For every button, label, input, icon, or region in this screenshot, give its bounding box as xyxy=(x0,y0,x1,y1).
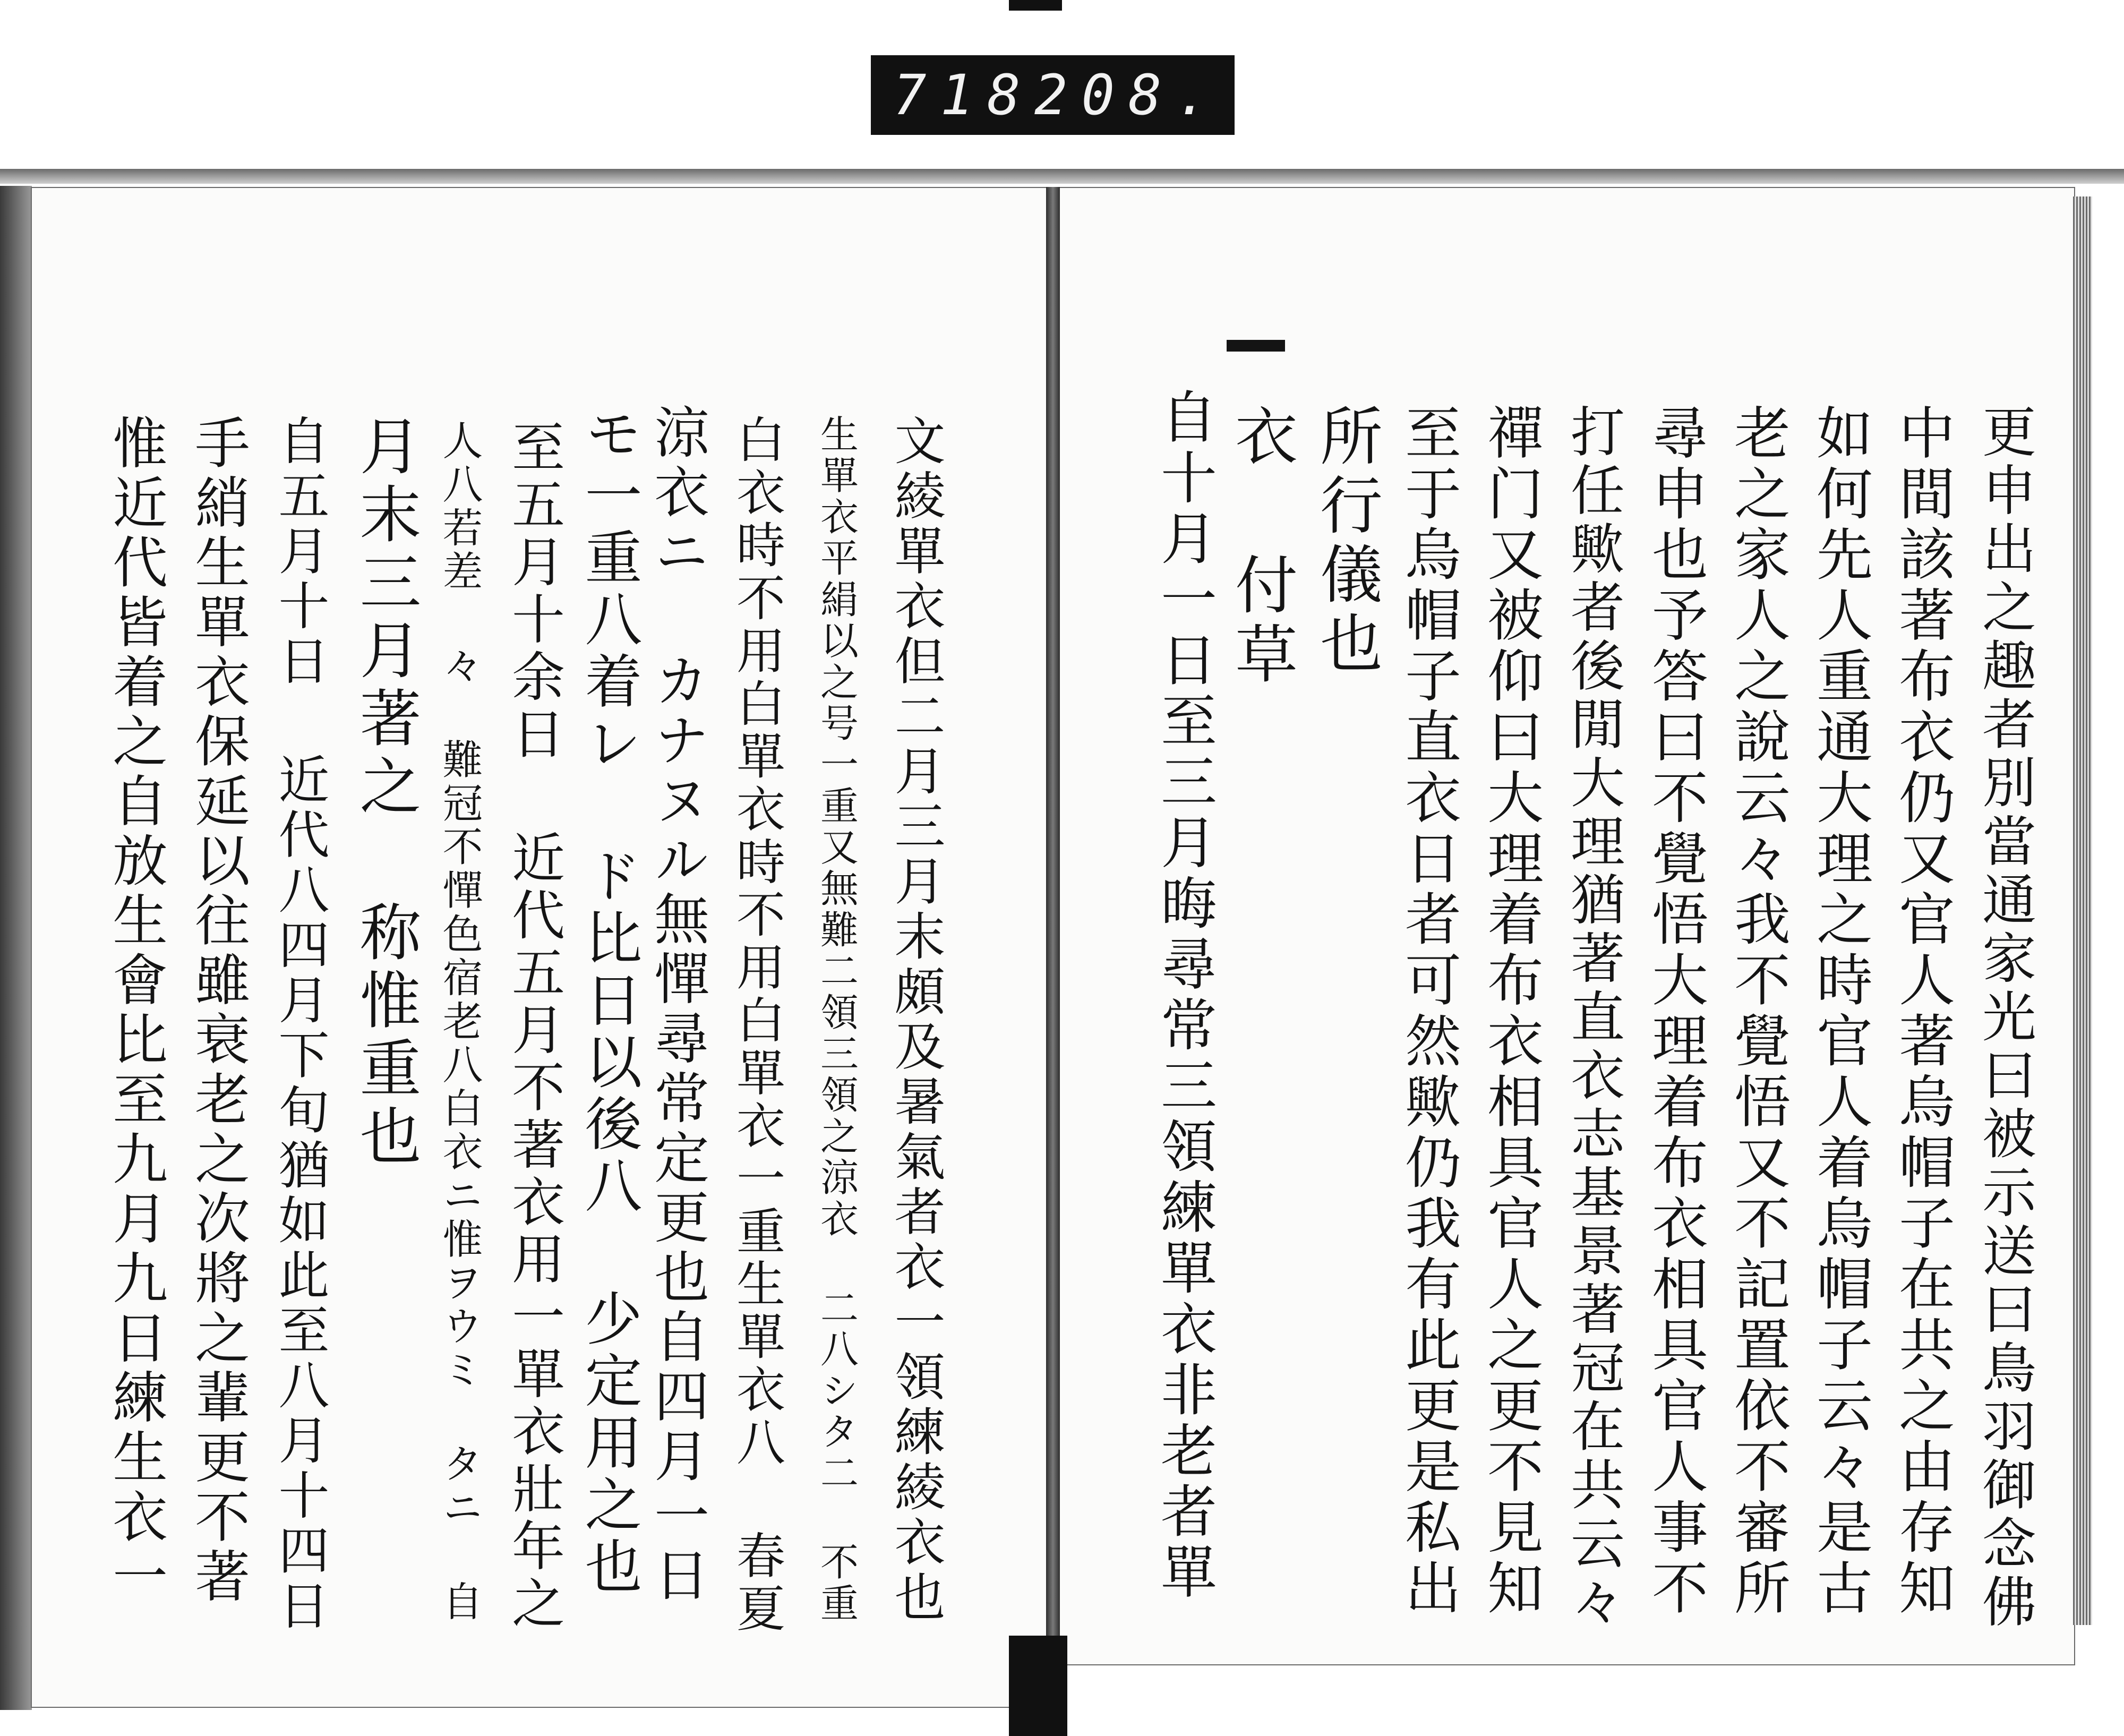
microfilm-frame-label xyxy=(871,55,1235,135)
film-top-tab xyxy=(1009,0,1062,11)
film-bottom-tab xyxy=(1009,1636,1067,1736)
left-column-3: 白衣時不用白單衣時不用白單衣一重生單衣八 春夏 xyxy=(729,414,785,1636)
left-column-1: 文綾單衣但二月三月末頗及暑氣者衣一領練綾衣也 xyxy=(886,414,946,1626)
right-column-5: 尋申也予答曰不覺悟大理着布衣相具官人事不 xyxy=(1643,404,1708,1620)
reel-number: 718 xyxy=(893,63,1034,127)
right-column-2: 中間該著布衣仍又官人著烏帽子在共之由存知 xyxy=(1890,404,1955,1620)
entry-text: 自十月一日至三月晦尋常三領練單衣非老者單 xyxy=(1152,388,1217,1604)
right-column-4: 老之家人之說云々我不覺悟又不記置依不審所 xyxy=(1725,404,1791,1620)
left-column-7: 人八若差 々 難冠不憚色宿老八白衣ニ惟ヲウミ タニ 自 xyxy=(436,420,483,1624)
right-column-1: 更申出之趣者別當通家光曰被示送曰鳥羽御念佛 xyxy=(1973,404,2036,1632)
left-column-8: 月末三月著之 称惟重也 xyxy=(349,414,421,1172)
book-gutter xyxy=(1046,187,1060,1706)
section-heading: 衣 付草 xyxy=(1224,404,1298,690)
book-top-edge xyxy=(0,169,2124,184)
left-column-11: 惟近代皆着之自放生會比至九月九日練生衣一 xyxy=(103,414,168,1607)
left-column-6: 至五月十余日 近代五月不著衣用一單衣壯年之 xyxy=(503,420,565,1633)
right-column-7: 禪门又被仰曰大理着布衣相具官人之更不見知 xyxy=(1478,404,1544,1620)
left-column-9: 自五月十日 近代八四月下旬猶如此至八月十四日 xyxy=(270,414,330,1634)
list-item-mark xyxy=(1227,340,1285,352)
frame-number: 208. xyxy=(1034,63,1223,127)
right-column-6: 打任歟者後閒大理猶著直衣志基景著冠在共云々 xyxy=(1562,404,1625,1632)
right-column-3: 如何先人重通大理之時官人着烏帽子云々是古 xyxy=(1808,404,1873,1620)
left-column-4: 涼衣ニ カナヌル無憚尋常定更也自四月一日 xyxy=(645,404,709,1606)
page-stack-edge xyxy=(2073,196,2092,1625)
right-column-9: 所行儀也 xyxy=(1309,404,1383,680)
left-column-2: 生單衣平絹以之号一重又無難二領三領之涼衣 二八シタ二 不重 xyxy=(814,414,859,1625)
left-column-5: モ一重八着レ ド比日以後八 少定用之也 xyxy=(575,404,641,1599)
right-column-8: 至于烏帽子直衣日者可然歟仍我有此更是私出 xyxy=(1396,404,1461,1620)
left-column-10: 手綃生單衣保延以往雖衰老之次將之輩更不著 xyxy=(185,414,250,1607)
book-left-edge xyxy=(0,186,32,1710)
